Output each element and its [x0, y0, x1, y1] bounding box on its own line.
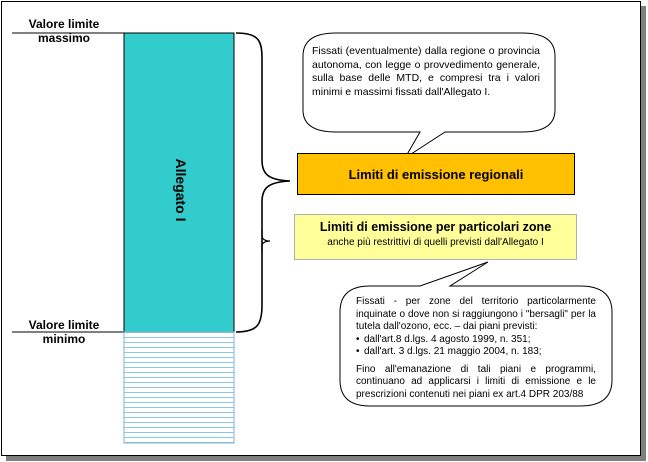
zone-limits-box [294, 214, 577, 260]
zone-limits-subtitle: anche più restrittivi di quelli previsti dall'Allegato I [327, 237, 544, 248]
callout-bottom-text [356, 296, 596, 401]
zones-brace [262, 230, 270, 252]
min-limit-label: Valore limite minimo [28, 318, 100, 346]
regional-limits-title: Limiti di emissione regionali [348, 166, 524, 182]
regional-limits-box [297, 153, 575, 195]
callout-bottom-bullet [356, 334, 596, 347]
bullet-text: dall'art.8 d.lgs. 4 agosto 1999, n. 351; [364, 333, 531, 345]
bullet-dot: • [356, 333, 360, 345]
max-limit-label: Valore limite massimo [28, 17, 100, 45]
callout-bottom-bullet [356, 346, 596, 359]
zone-limits-title: Limiti di emissione per particolari zone [319, 220, 552, 234]
allegato-label: Allegato I [173, 158, 189, 222]
below-minimum-area [124, 332, 234, 443]
bullet-text: dall'art. 3 d.lgs. 21 maggio 2004, n. 183; [364, 346, 542, 357]
callout-bottom-note: Fino all'emanazione di tali piani e programmi, continuano ad applicarsi i limiti di emissione e le prescrizioni contenuti nei piani ex art.4 DPR 203/88 [356, 363, 596, 400]
callout-top-text: Fissati (eventualmente) dalla regione o provincia autonoma, con legge o provvedimento generale, sulla base delle MTD, e compresi tra i valori minimi e massimi fissati dall'Allegato I. [312, 45, 540, 98]
bullet-dot: • [356, 346, 360, 357]
callout-bottom-intro: Fissati - per zone del territorio particolarmente inquinate o dove non si raggiungono i "bersagli" per la tutela dall'ozono, ecc. – dai piani previsti: [356, 296, 596, 332]
regional-brace [236, 33, 290, 332]
